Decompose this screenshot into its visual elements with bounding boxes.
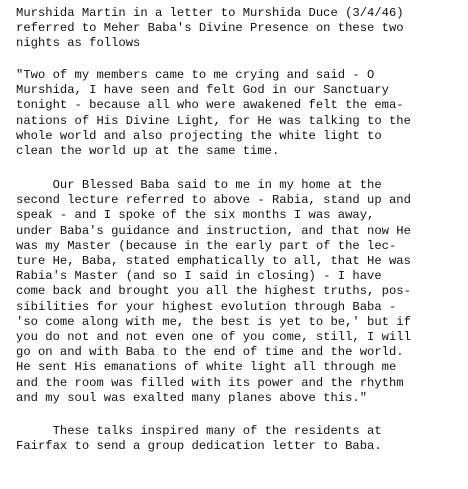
text-line: "Two of my members came to me crying and said - O (16, 68, 375, 82)
text-line: you do not and not even one of you come, still, I will (16, 330, 411, 345)
text-line: speak - and I spoke of the six months I was away, (16, 208, 375, 223)
quote-paragraph-2 (16, 178, 411, 406)
text-line: Our Blessed Baba said to me in my home at the (16, 178, 382, 192)
text-line: and my soul was exalted many planes above this." (16, 390, 368, 405)
text-line: nights as follows (16, 36, 141, 51)
text-line: nations of His Divine Light, for He was talking to the (16, 113, 411, 128)
text-line: 'so come along with me, the best is yet to be,' but if (16, 314, 411, 329)
text-line: whole world and also projecting the white light to (16, 128, 382, 143)
text-line: clean the world up at the same time. (16, 144, 280, 159)
text-line: tonight - because all who were awakened felt the ema- (16, 98, 404, 113)
text-line: under Baba's guidance and instruction, and that now He (16, 223, 411, 238)
closing-paragraph (16, 424, 382, 454)
text-line: ture He, Baba, stated emphatically to all, that He was (16, 254, 411, 269)
quote-paragraph-1 (16, 68, 411, 159)
text-line: come back and brought you all the highest truths, pos- (16, 284, 411, 299)
text-line: He sent His emanations of white light all through me (16, 360, 397, 375)
text-line: Rabia's Master (and so I said in closing) - I have (16, 269, 382, 284)
text-line: go on and with Baba to the end of time and the world. (16, 345, 404, 360)
text-line: sibilities for your highest evolution through Baba - (16, 299, 397, 314)
text-line: second lecture referred to above - Rabia, stand up and (16, 193, 411, 208)
intro-paragraph (16, 6, 404, 52)
text-line: was my Master (because in the early part of the lec- (16, 238, 397, 253)
text-line: and the room was filled with its power and the rhythm (16, 375, 404, 390)
text-line: Murshida, I have seen and felt God in our Sanctuary (16, 83, 389, 98)
text-line: These talks inspired many of the residents at (16, 424, 382, 438)
text-line: referred to Meher Baba's Divine Presence on these two (16, 21, 404, 36)
text-line: Fairfax to send a group dedication letter to Baba. (16, 439, 382, 454)
text-line: Murshida Martin in a letter to Murshida Duce (3/4/46) (16, 6, 404, 20)
